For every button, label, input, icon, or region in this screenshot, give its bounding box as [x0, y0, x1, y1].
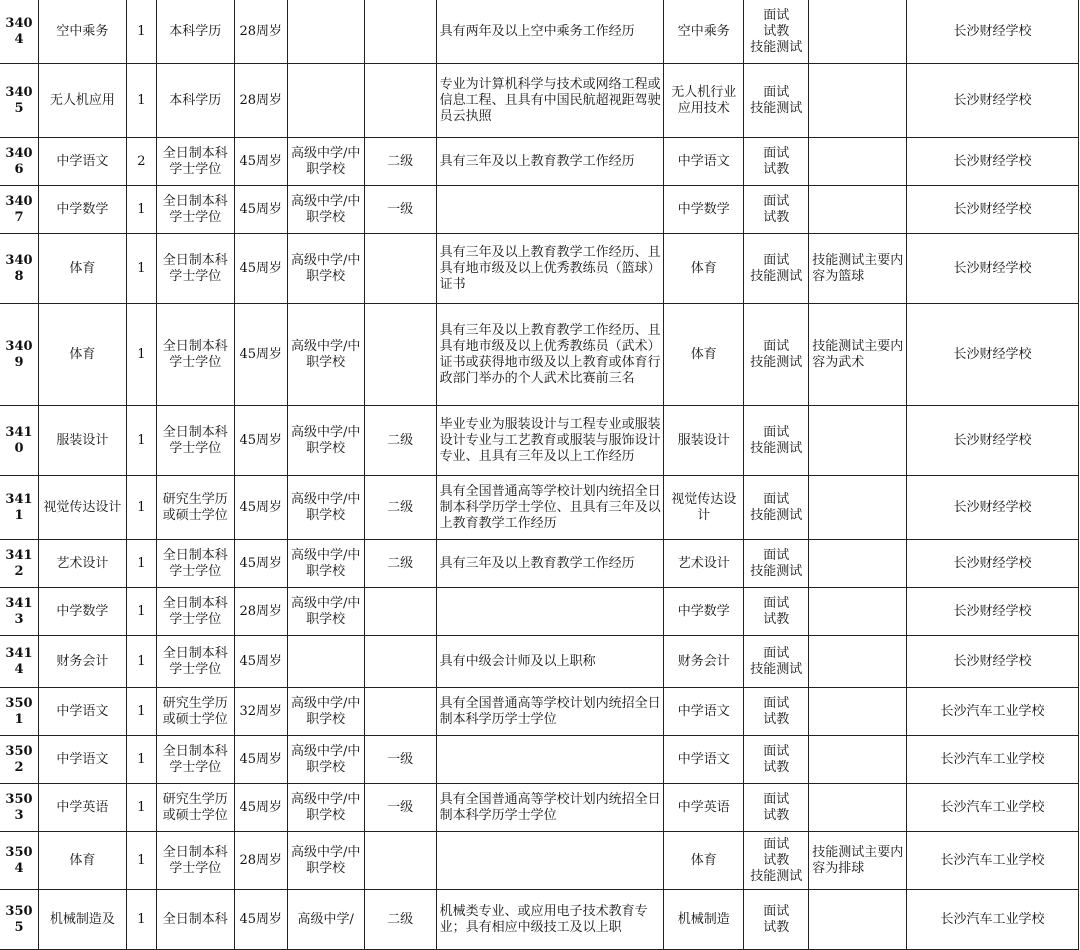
exam-method-cell: 面试 试教	[744, 588, 809, 636]
education-cell: 全日制本科 学士学位	[156, 588, 234, 636]
table-row	[0, 476, 1079, 540]
requirements-cell: 毕业专业为服装设计与工程专业或服装设计专业与工艺教育或服装与服饰设计专业、且具有三年及以上工作经历	[436, 406, 664, 476]
requirements-cell: 具有全国普通高等学校计划内统招全日制本科学历学士学位、且具有三年及以上教育教学工作经历	[436, 476, 664, 540]
count-cell: 1	[126, 588, 156, 636]
exam-subject-cell: 无人机行业应用技术	[664, 64, 744, 138]
exam-subject-cell: 财务会计	[664, 636, 744, 688]
exam-method-cell: 面试 技能测试	[744, 234, 809, 304]
exam-subject-cell: 体育	[664, 234, 744, 304]
school-cell: 长沙财经学校	[907, 406, 1079, 476]
requirements-cell: 具有三年及以上教育教学工作经历	[436, 540, 664, 588]
notes-cell	[809, 784, 907, 832]
age-cell: 45周岁	[234, 234, 287, 304]
age-cell: 45周岁	[234, 304, 287, 406]
education-cell: 研究生学历或硕士学位	[156, 476, 234, 540]
teacher-cert-cell: 高级中学/中职学校	[287, 736, 364, 784]
exam-method-cell: 面试 试教	[744, 890, 809, 950]
notes-cell	[809, 0, 907, 64]
exam-subject-cell: 中学语文	[664, 688, 744, 736]
notes-cell	[809, 540, 907, 588]
code-cell: 3413	[0, 588, 38, 636]
exam-method-cell: 面试 技能测试	[744, 540, 809, 588]
count-cell: 1	[126, 64, 156, 138]
school-cell: 长沙财经学校	[907, 636, 1079, 688]
exam-method-cell: 面试 试教	[744, 784, 809, 832]
position-cell: 无人机应用	[38, 64, 126, 138]
count-cell: 1	[126, 476, 156, 540]
count-cell: 1	[126, 540, 156, 588]
code-cell: 3504	[0, 832, 38, 890]
title-level-cell	[364, 636, 436, 688]
requirements-cell: 具有三年及以上教育教学工作经历	[436, 138, 664, 186]
age-cell: 45周岁	[234, 406, 287, 476]
notes-cell	[809, 186, 907, 234]
exam-subject-cell: 空中乘务	[664, 0, 744, 64]
count-cell: 1	[126, 784, 156, 832]
title-level-cell: 一级	[364, 736, 436, 784]
table-row	[0, 406, 1079, 476]
exam-method-cell: 面试 技能测试	[744, 476, 809, 540]
age-cell: 45周岁	[234, 890, 287, 950]
position-cell: 中学数学	[38, 588, 126, 636]
exam-subject-cell: 服装设计	[664, 406, 744, 476]
age-cell: 28周岁	[234, 832, 287, 890]
position-cell: 中学语文	[38, 736, 126, 784]
school-cell: 长沙汽车工业学校	[907, 688, 1079, 736]
count-cell: 1	[126, 186, 156, 234]
title-level-cell: 二级	[364, 540, 436, 588]
teacher-cert-cell	[287, 636, 364, 688]
table-row	[0, 0, 1079, 64]
notes-cell: 技能测试主要内容为篮球	[809, 234, 907, 304]
teacher-cert-cell: 高级中学/中职学校	[287, 476, 364, 540]
code-cell: 3502	[0, 736, 38, 784]
age-cell: 45周岁	[234, 476, 287, 540]
age-cell: 45周岁	[234, 736, 287, 784]
count-cell: 1	[126, 234, 156, 304]
education-cell: 全日制本科 学士学位	[156, 138, 234, 186]
exam-method-cell: 面试 技能测试	[744, 406, 809, 476]
school-cell: 长沙财经学校	[907, 138, 1079, 186]
requirements-cell: 具有中级会计师及以上职称	[436, 636, 664, 688]
notes-cell	[809, 64, 907, 138]
exam-subject-cell: 中学数学	[664, 588, 744, 636]
teacher-cert-cell	[287, 0, 364, 64]
table-row	[0, 736, 1079, 784]
title-level-cell: 一级	[364, 186, 436, 234]
title-level-cell	[364, 832, 436, 890]
education-cell: 本科学历	[156, 64, 234, 138]
position-cell: 体育	[38, 234, 126, 304]
position-cell: 视觉传达设计	[38, 476, 126, 540]
notes-cell	[809, 588, 907, 636]
position-cell: 空中乘务	[38, 0, 126, 64]
code-cell: 3412	[0, 540, 38, 588]
count-cell: 1	[126, 304, 156, 406]
school-cell: 长沙汽车工业学校	[907, 736, 1079, 784]
exam-subject-cell: 中学数学	[664, 186, 744, 234]
school-cell: 长沙汽车工业学校	[907, 890, 1079, 950]
table-row	[0, 688, 1079, 736]
title-level-cell	[364, 234, 436, 304]
teacher-cert-cell: 高级中学/中职学校	[287, 406, 364, 476]
count-cell: 1	[126, 890, 156, 950]
exam-subject-cell: 视觉传达设计	[664, 476, 744, 540]
code-cell: 3404	[0, 0, 38, 64]
exam-subject-cell: 艺术设计	[664, 540, 744, 588]
code-cell: 3411	[0, 476, 38, 540]
education-cell: 全日制本科 学士学位	[156, 832, 234, 890]
position-cell: 中学语文	[38, 688, 126, 736]
education-cell: 全日制本科 学士学位	[156, 736, 234, 784]
table-row	[0, 890, 1079, 950]
position-cell: 中学数学	[38, 186, 126, 234]
position-cell: 艺术设计	[38, 540, 126, 588]
exam-subject-cell: 体育	[664, 832, 744, 890]
education-cell: 研究生学历或硕士学位	[156, 688, 234, 736]
school-cell: 长沙财经学校	[907, 476, 1079, 540]
exam-method-cell: 面试 技能测试	[744, 304, 809, 406]
count-cell: 1	[126, 636, 156, 688]
title-level-cell	[364, 588, 436, 636]
count-cell: 2	[126, 138, 156, 186]
exam-method-cell: 面试 技能测试	[744, 636, 809, 688]
school-cell: 长沙汽车工业学校	[907, 784, 1079, 832]
position-cell: 机械制造及	[38, 890, 126, 950]
notes-cell	[809, 476, 907, 540]
education-cell: 全日制本科 学士学位	[156, 406, 234, 476]
table-row	[0, 784, 1079, 832]
table-row	[0, 832, 1079, 890]
notes-cell	[809, 636, 907, 688]
notes-cell	[809, 138, 907, 186]
teacher-cert-cell: 高级中学/中职学校	[287, 234, 364, 304]
title-level-cell	[364, 688, 436, 736]
table-row	[0, 588, 1079, 636]
age-cell: 45周岁	[234, 138, 287, 186]
requirements-cell	[436, 588, 664, 636]
school-cell: 长沙财经学校	[907, 540, 1079, 588]
count-cell: 1	[126, 688, 156, 736]
teacher-cert-cell: 高级中学/	[287, 890, 364, 950]
teacher-cert-cell: 高级中学/中职学校	[287, 138, 364, 186]
exam-subject-cell: 中学英语	[664, 784, 744, 832]
requirements-cell: 具有三年及以上教育教学工作经历、且具有地市级及以上优秀教练员（篮球）证书	[436, 234, 664, 304]
school-cell: 长沙汽车工业学校	[907, 832, 1079, 890]
title-level-cell: 二级	[364, 406, 436, 476]
title-level-cell: 二级	[364, 138, 436, 186]
school-cell: 长沙财经学校	[907, 64, 1079, 138]
position-cell: 体育	[38, 304, 126, 406]
teacher-cert-cell: 高级中学/中职学校	[287, 688, 364, 736]
exam-method-cell: 面试 试教	[744, 186, 809, 234]
requirements-cell: 具有全国普通高等学校计划内统招全日制本科学历学士学位	[436, 688, 664, 736]
exam-subject-cell: 中学语文	[664, 736, 744, 784]
table-row	[0, 540, 1079, 588]
title-level-cell: 一级	[364, 784, 436, 832]
exam-method-cell: 面试 试教 技能测试	[744, 832, 809, 890]
title-level-cell: 二级	[364, 476, 436, 540]
count-cell: 1	[126, 0, 156, 64]
school-cell: 长沙财经学校	[907, 0, 1079, 64]
notes-cell	[809, 890, 907, 950]
table-row	[0, 64, 1079, 138]
position-cell: 体育	[38, 832, 126, 890]
table-row	[0, 186, 1079, 234]
count-cell: 1	[126, 406, 156, 476]
position-cell: 服装设计	[38, 406, 126, 476]
age-cell: 45周岁	[234, 636, 287, 688]
code-cell: 3501	[0, 688, 38, 736]
code-cell: 3405	[0, 64, 38, 138]
notes-cell	[809, 688, 907, 736]
table-row	[0, 234, 1079, 304]
exam-subject-cell: 中学语文	[664, 138, 744, 186]
code-cell: 3407	[0, 186, 38, 234]
code-cell: 3410	[0, 406, 38, 476]
teacher-cert-cell: 高级中学/中职学校	[287, 832, 364, 890]
exam-method-cell: 面试 技能测试	[744, 64, 809, 138]
position-cell: 中学英语	[38, 784, 126, 832]
exam-method-cell: 面试 试教 技能测试	[744, 0, 809, 64]
education-cell: 本科学历	[156, 0, 234, 64]
code-cell: 3414	[0, 636, 38, 688]
title-level-cell	[364, 304, 436, 406]
exam-method-cell: 面试 试教	[744, 736, 809, 784]
code-cell: 3505	[0, 890, 38, 950]
requirements-cell	[436, 186, 664, 234]
school-cell: 长沙财经学校	[907, 304, 1079, 406]
school-cell: 长沙财经学校	[907, 186, 1079, 234]
age-cell: 28周岁	[234, 588, 287, 636]
education-cell: 全日制本科	[156, 890, 234, 950]
education-cell: 全日制本科 学士学位	[156, 234, 234, 304]
notes-cell	[809, 406, 907, 476]
education-cell: 全日制本科 学士学位	[156, 186, 234, 234]
code-cell: 3409	[0, 304, 38, 406]
exam-subject-cell: 机械制造	[664, 890, 744, 950]
code-cell: 3406	[0, 138, 38, 186]
requirements-cell: 具有三年及以上教育教学工作经历、且具有地市级及以上优秀教练员（武术）证书或获得地市级及以上教育或体育行政部门举办的个人武术比赛前三名	[436, 304, 664, 406]
school-cell: 长沙财经学校	[907, 234, 1079, 304]
exam-method-cell: 面试 试教	[744, 688, 809, 736]
teacher-cert-cell	[287, 64, 364, 138]
requirements-cell: 具有全国普通高等学校计划内统招全日制本科学历学士学位	[436, 784, 664, 832]
requirements-cell	[436, 832, 664, 890]
age-cell: 28周岁	[234, 0, 287, 64]
title-level-cell: 二级	[364, 890, 436, 950]
requirements-cell: 机械类专业、或应用电子技术教育专业；具有相应中级技工及以上职	[436, 890, 664, 950]
age-cell: 45周岁	[234, 784, 287, 832]
age-cell: 45周岁	[234, 540, 287, 588]
exam-subject-cell: 体育	[664, 304, 744, 406]
education-cell: 研究生学历或硕士学位	[156, 784, 234, 832]
school-cell: 长沙财经学校	[907, 588, 1079, 636]
title-level-cell	[364, 0, 436, 64]
table-row	[0, 304, 1079, 406]
teacher-cert-cell: 高级中学/中职学校	[287, 304, 364, 406]
count-cell: 1	[126, 736, 156, 784]
teacher-cert-cell: 高级中学/中职学校	[287, 540, 364, 588]
notes-cell: 技能测试主要内容为排球	[809, 832, 907, 890]
education-cell: 全日制本科 学士学位	[156, 540, 234, 588]
age-cell: 32周岁	[234, 688, 287, 736]
position-cell: 中学语文	[38, 138, 126, 186]
notes-cell	[809, 736, 907, 784]
table-row	[0, 138, 1079, 186]
requirements-cell: 具有两年及以上空中乘务工作经历	[436, 0, 664, 64]
age-cell: 28周岁	[234, 64, 287, 138]
teacher-cert-cell: 高级中学/中职学校	[287, 186, 364, 234]
count-cell: 1	[126, 832, 156, 890]
notes-cell: 技能测试主要内容为武术	[809, 304, 907, 406]
position-cell: 财务会计	[38, 636, 126, 688]
code-cell: 3503	[0, 784, 38, 832]
requirements-cell	[436, 736, 664, 784]
table-row	[0, 636, 1079, 688]
code-cell: 3408	[0, 234, 38, 304]
requirements-cell: 专业为计算机科学与技术或网络工程或信息工程、且具有中国民航超视距驾驶员云执照	[436, 64, 664, 138]
education-cell: 全日制本科 学士学位	[156, 304, 234, 406]
teacher-cert-cell: 高级中学/中职学校	[287, 588, 364, 636]
exam-method-cell: 面试 试教	[744, 138, 809, 186]
age-cell: 45周岁	[234, 186, 287, 234]
title-level-cell	[364, 64, 436, 138]
teacher-cert-cell: 高级中学/中职学校	[287, 784, 364, 832]
education-cell: 全日制本科 学士学位	[156, 636, 234, 688]
